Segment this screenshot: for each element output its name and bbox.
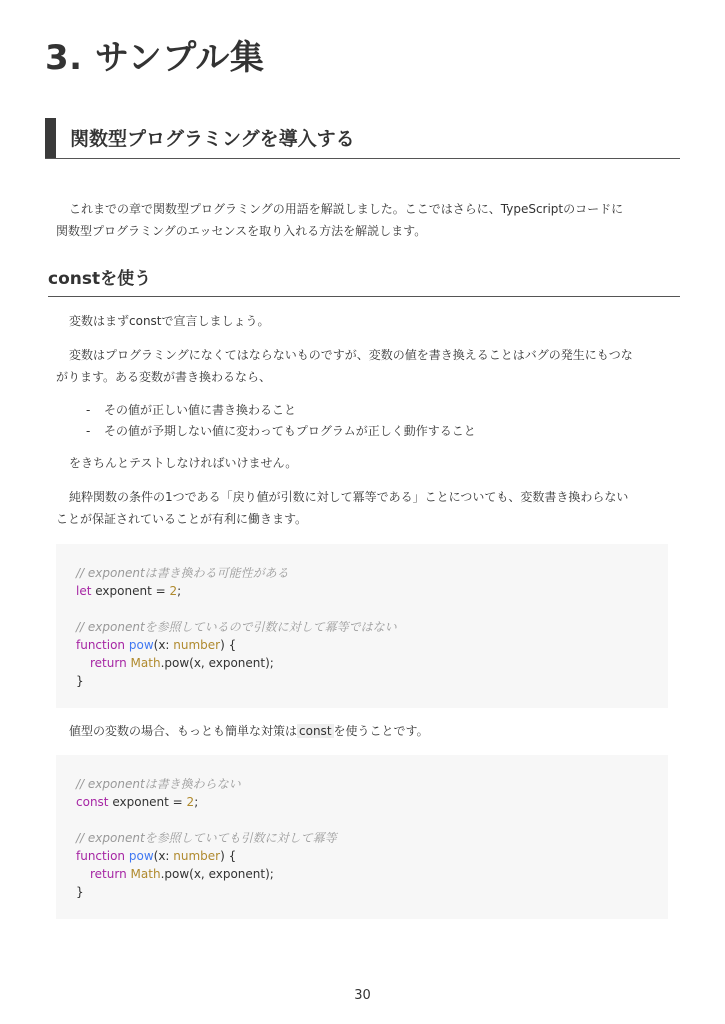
code-text: .pow(x, exponent); <box>160 656 274 670</box>
code-comment: // exponentを参照しているので引数に対して冪等ではない <box>76 620 397 634</box>
code-line: } <box>76 674 84 688</box>
code-text: exponent = <box>108 795 187 809</box>
code-type: number <box>173 849 221 863</box>
code-text: ; <box>177 584 182 598</box>
page-number: 30 <box>354 988 371 1003</box>
code-text: ) { <box>220 849 237 863</box>
paragraph-text: をきちんとテストしなければいけません。 <box>69 456 298 470</box>
code-text: exponent = <box>91 584 170 598</box>
code-line <box>76 582 181 600</box>
code-text: (x: <box>153 849 174 863</box>
code-block-const <box>56 755 668 919</box>
code-line <box>76 793 198 811</box>
code-text: .pow(x, exponent); <box>160 867 274 881</box>
code-keyword: return <box>90 867 127 881</box>
list-item <box>86 421 476 442</box>
code-comment: // exponentを参照していても引数に対して冪等 <box>76 831 337 845</box>
code-class: Math <box>130 867 161 881</box>
bullet-marker: - <box>86 403 91 417</box>
section-heading-bar <box>45 118 56 158</box>
chapter-title: 3. サンプル集 <box>45 38 265 78</box>
code-keyword: function <box>76 849 126 863</box>
code-comment: // exponentは書き換わらない <box>76 777 241 791</box>
paragraph-line: 変数はプログラミングになくてはならないものですが、変数の値を書き換えることはバグの発生にもつな <box>69 348 633 362</box>
paragraph-text: を使うことです。 <box>333 724 429 738</box>
list-item-text: その値が予期しない値に変わってもプログラムが正しく動作すること <box>104 424 476 438</box>
list-item <box>86 400 476 421</box>
code-keyword: function <box>76 638 126 652</box>
code-block-let <box>56 544 668 708</box>
code-class: Math <box>130 656 161 670</box>
code-keyword: let <box>76 584 92 598</box>
code-line <box>76 636 236 654</box>
code-line <box>90 654 274 672</box>
code-type: number <box>173 638 221 652</box>
code-line <box>76 847 236 865</box>
code-number: 2 <box>186 795 195 809</box>
intro-line-2: 関数型プログラミングのエッセンスを取り入れる方法を解説します。 <box>56 224 427 238</box>
code-function-name: pow <box>128 849 154 863</box>
paragraph-line: がります。ある変数が書き換わるなら、 <box>56 370 272 384</box>
intro-line-1: これまでの章で関数型プログラミングの用語を解説しました。ここではさらに、TypeScriptのコードに <box>69 202 624 216</box>
code-text: ) { <box>220 638 237 652</box>
code-keyword: return <box>90 656 127 670</box>
paragraph-line: ことが保証されていることが有利に働きます。 <box>56 512 308 526</box>
paragraph-line: 純粋関数の条件の1つである「戻り値が引数に対して冪等である」ことについても、変数書き換わらない <box>69 490 629 504</box>
code-text: (x: <box>153 638 174 652</box>
bullet-marker: - <box>86 424 91 438</box>
paragraph-test <box>56 452 668 474</box>
code-text: ; <box>194 795 199 809</box>
code-number: 2 <box>169 584 178 598</box>
paragraph-declare-const <box>56 310 668 332</box>
code-comment: // exponentは書き換わる可能性がある <box>76 566 289 580</box>
code-line: } <box>76 885 84 899</box>
bullet-list <box>86 400 476 442</box>
paragraph-const-solution <box>56 720 668 742</box>
paragraph-variables <box>56 344 668 388</box>
code-function-name: pow <box>128 638 154 652</box>
paragraph-text: 変数はまずconstで宣言しましょう。 <box>69 314 270 328</box>
subsection-heading <box>48 262 680 297</box>
intro-paragraph <box>56 198 668 242</box>
section-title: 関数型プログラミングを導入する <box>70 128 355 150</box>
code-line <box>90 865 274 883</box>
paragraph-pure-function <box>56 486 668 530</box>
subsection-title: constを使う <box>48 269 152 289</box>
section-heading <box>45 118 680 159</box>
inline-code: const <box>299 724 332 738</box>
code-keyword: const <box>76 795 109 809</box>
list-item-text: その値が正しい値に書き換わること <box>104 403 297 417</box>
paragraph-text: 値型の変数の場合、もっとも簡単な対策は <box>69 724 298 738</box>
